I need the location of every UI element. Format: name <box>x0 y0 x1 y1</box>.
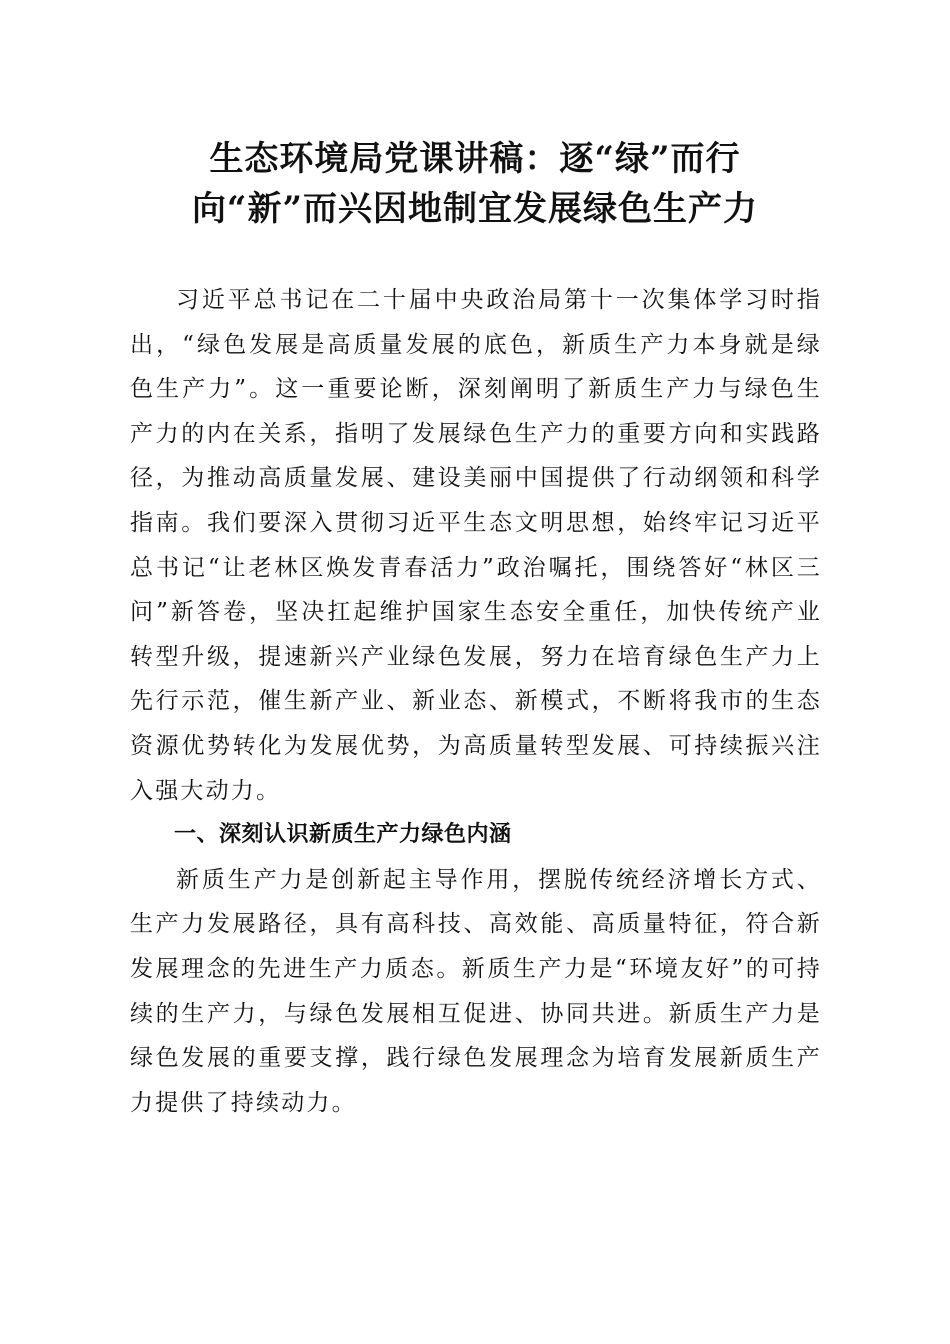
title-line-2: 向“新”而兴因地制宜发展绿色生产力 <box>191 189 759 229</box>
document-body <box>130 278 822 1125</box>
title-line-1: 生态环境局党课讲稿：逐“绿”而行 <box>209 139 741 179</box>
intro-paragraph: 习近平总书记在二十届中央政治局第十一次集体学习时指出，“绿色发展是高质量发展的底色，新质生产力本身就是绿色生产力”。这一重要论断，深刻阐明了新质生产力与绿色生产力的内在关系，指明了发展绿色生产力的重要方向和实践路径，为推动高质量发展、建设美丽中国提供了行动纲领和科学指南。我们要深入贯彻习近平生态文明思想，始终牢记习近平总书记“让老林区焕发青春活力”政治嘱托，围绕答好“林区三问”新答卷，坚决扛起维护国家生态安全重任，加快传统产业转型升级，提速新兴产业绿色发展，努力在培育绿色生产力上先行示范，催生新产业、新业态、新模式，不断将我市的生态资源优势转化为发展优势，为高质量转型发展、可持续振兴注入强大动力。 <box>130 287 822 804</box>
document-title <box>100 134 850 234</box>
section-paragraph: 新质生产力是创新起主导作用，摆脱传统经济增长方式、生产力发展路径，具有高科技、高效能、高质量特征，符合新发展理念的先进生产力质态。新质生产力是“环境友好”的可持续的生产力，与绿色发展相互促进、协同共进。新质生产力是绿色发展的重要支撑，践行绿色发展理念为培育发展新质生产力提供了持续动力。 <box>130 866 822 1116</box>
section-heading: 一、深刻认识新质生产力绿色内涵 <box>174 822 512 848</box>
